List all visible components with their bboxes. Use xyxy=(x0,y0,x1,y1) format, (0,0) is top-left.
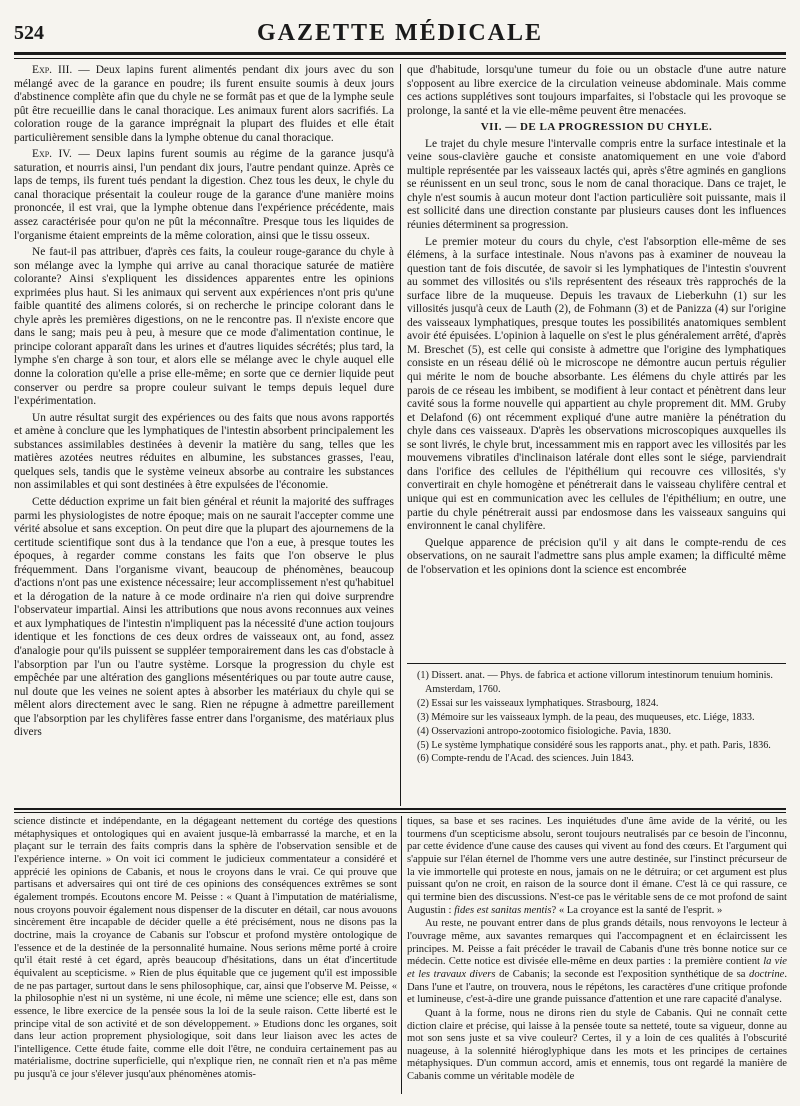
paragraph xyxy=(14,148,394,243)
paragraph-text: ? « La croyance est la santé de l'esprit. » xyxy=(551,904,723,916)
italic-title: la vie et les travaux divers xyxy=(407,956,787,980)
paragraph-text: Au reste, ne pouvant entrer dans de plus grands détails, nous renvoyons le lecteur à l'ouvrage même, aux savantes remarques qui l'accompagnent et en éclaircissent les principes. M. Peisse a fait précéder le travail de Cabanis d'une très bonne notice sur ce médecin. Cette notice est divisée elle-même en deux parties : la première contient xyxy=(407,918,787,968)
header-rule xyxy=(14,52,786,55)
paragraph: Quelque apparence de précision qu'il y ait dans le compte-rendu de ces observations, on ne saurait l'admettre sans plus ample examen; la difficulté même de l'observation et les opinions dont la science est encombrée xyxy=(407,536,786,576)
paragraph: Cette déduction exprime un fait bien général et réunit la majorité des suffrages parmi les physiologistes de notre époque; mais on ne saurait l'accepter comme une vérité absolue et sans exception. On peut dire que la plupart des ajournemens de la certitude scientifique sont dus à la tendance que l'on a eue, à presque toutes les époques, à regarder comme constans les faits que l'on observe le plus fréquemment. Dans l'organisme vivant, beaucoup de phénomènes, beaucoup d'actions n'ont pas une existence nécessaire; leur accomplissement n'est qu'habituel et la dérogation de la nature à ce mode ordinaire n'a rien qui doive surprendre l'observateur impartial. Ainsi les attributions que nous avons reconnues aux veines et aux lymphatiques de l'intestin n'impliquent pas la nécessité d'une action toujours identique et les fonctions de ces deux ordres de vaisseaux ont, au fond, assez d'analogie pour qu'ils puissent se suppléer temporairement dans les cas d'obstacle à l'absorption par l'un ou l'autre système. Lorsque la progression du chyle est empêchée par une altération des ganglions mésentériques ou par toute autre cause, nul doute que les veines ne soient aptes à absorber les matériaux du chyle qui se mêlent alors directement avec le sang. Rien ne répugne à admettre pareillement que l'absorption par les chylifères fasse entrer dans l'organisme, des matériaux plus divers xyxy=(14,495,394,739)
feuilleton-column-left xyxy=(14,816,397,1094)
latin-quote: fides est sanitas mentis xyxy=(454,904,552,916)
feuilleton-rule-thin xyxy=(14,812,786,813)
experiment-label: Exp. III. xyxy=(32,64,73,76)
paragraph: Le premier moteur du cours du chyle, c'est l'absorption elle-même de ses élémens, à la surface intestinale. Nous n'avons pas à examiner de nouveau la question tant de fois discutée, de savoir si les lymphatiques de l'intestin s'ouvrent au sommet des villosités ou s'ils représentent des réseaux très rapprochés de la surface libre de la muqueuse. Depuis les travaux de Lieberkuhn (1) sur les villosités jusqu'à ceux de Lauth (2), de Fohmann (3) et de Panizza (4) sur l'origine des vaisseaux lymphatiques, presque toutes les possibilités anatomiques semblent avoir été épuisées. L'opinion à laquelle on s'est le plus généralement arrêté, d'après M. Breschet (5), est celle qui consiste à admettre que l'origine des lymphatiques consiste en un réseau délié où le microscope ne démontre aucun pertuis régulier qui mérite le nom de bouche absorbante. Les élémens du chyle attirés par les parois de ce réseau les imbibent, se modifient à leur contact et pénètrent dans leur cavité sous la forme nouvelle qui appartient au chyle proprement dit. MM. Gruby et Delafond (6) ont récemment expliqué d'une autre manière la pénétration du chyle dans ces vaisseaux. D'après les observations microscopiques auxquelles ils se sont livrés, le chyle brut, incessamment mis en rapport avec les villosités par les mouvemens vibratiles d'inclinaison latérale dont elles sont le siége, parviendrait dans l'orifice des cellules de l'épithélium qui recouvre ces villosités, s'y convertirait en chyle homogène et pénétrerait dans le vaisseau chylifère central et unique qui est en communication avec les cellules de l'épithélium; en outre, une partie du chyle pénétrerait aussi par endosmose dans les vaisseaux sanguins qui environnent le canal chylifère. xyxy=(407,235,786,533)
paragraph: Le trajet du chyle mesure l'intervalle compris entre la surface intestinale et la veine sous-clavière gauche et consiste anatomiquement en une voie d'abord multiple représentée par les vaisseaux lactés qui, après s'être agminés en ganglions se réunissent en un seul tronc, sous le nom de canal thoracique. Dans ce trajet, le chyle n'est soumis à aucun moteur dont l'action particulière soit puissante, mais il est sollicité dans une direction constante par plusieurs causes dont les influences réunies déterminent sa progression. xyxy=(407,137,786,232)
paragraph-text: tiques, sa base et ses racines. Les inquiétudes d'une âme avide de la vérité, ou les tourmens d'un scepticisme absolu, seront toujours neutralisés par ce besoin de l'inconnu, par cette évidence d'une cause des causes qui vivent au fond des cœurs. Et l'argument qui s'appuie sur l'élan éternel de l'homme vers une autre destinée, sur l'instinct précurseur de la vie immortelle qui proteste en nous, jamais on ne le détruira; or cet argument est plus puissant qu'on ne croit, en raison de la source dont il émane. C'est là ce qui rassure, ce qui termine bien des discussions. N'est-ce pas le véritable sens de ce mot profond de saint Augustin : xyxy=(407,816,787,916)
footnote: (6) Compte-rendu de l'Acad. des sciences. Juin 1843. xyxy=(417,753,634,765)
italic-word: doctrine xyxy=(749,968,785,980)
paragraph-text: . Dans l'une et l'autre, on trouvera, nous le répétons, les caractères d'une critique profonde et lumineuse, c'est-à-dire une grande puissance d'attention et une rare capacité d'analyse. xyxy=(407,968,787,1006)
header-rule-thin xyxy=(14,58,786,59)
journal-title: GAZETTE MÉDICALE xyxy=(256,20,544,46)
footnote-rule xyxy=(407,663,786,664)
footnotes xyxy=(407,669,786,804)
paragraph: science distincte et indépendante, en la dégageant nettement du cortége des questions métaphysiques et ontologiques qui en avaient jusque-là embarrassé la marche, et en la plaçant sur le terrain des faits compris dans la sphère de l'observation sensible et de l'expérience interne. » On voit ici comment le judicieux commentateur a considéré et apprécié les opinions de Cabanis, et nous le croyons dans le vrai. Ce qui prouve que partisans et adversaires qui ont tiré de ces opinions des conséquences extrêmes se sont également trompés. Ecoutons encore M. Peisse : « Quant à l'imputation de matérialisme, nous croyons pouvoir également nous dispenser de la discuter en détail, car nous avouons sincèrement être incapable de décider quelle a été précisément, nous ne disons pas la doctrine, mais la croyance de Cabanis sur l'obscur et profond mystère ontologique de l'essence et de la destinée de la personnalité humaine. Nous serions même porté à croire qu'il était resté à cet égard, après beaucoup d'hésitations, dans un état d'incertitude équivalent au scepticisme. » Rien de plus équitable que ce jugement qu'il est impossible de ne pas partager, surtout dans le sens philosophique, car, ainsi que l'observe M. Peisse, « la philosophie n'est ni un système, ni une école, ni même une science; elle est, dans son essence, le libre exercice de la pensée sous la loi de la seule raison. Cette liberté est le principe vital de son activité et de son développement. » Etudions donc les organes, soit dans leur action proprement physiologique, soit dans leur liaison avec les actes de l'intelligence. Cette étude faite, comme elle doit l'être, ne conduira certainement pas au matérialisme, doctrine superficielle, qui n'explique rien, ne connaît rien et n'a pas même pu jusqu'à ce jour s'élever jusqu'aux phénomènes atomis- xyxy=(14,816,397,1081)
column-divider xyxy=(400,64,401,806)
paragraph: que d'habitude, lorsqu'une tumeur du foie ou un obstacle d'une autre nature s'opposent au libre exercice de la circulation veineuse abdominale. Mais comme ces actions supplétives sont toujours imparfaites, si l'obstacle qui les provoque se prolonge, la santé et la vie elle-même peuvent être menacées. xyxy=(407,64,786,117)
paragraph xyxy=(407,816,787,917)
feuilleton-column-right xyxy=(407,816,787,1094)
footnote: (2) Essai sur les vaisseaux lymphatiques. Strasbourg, 1824. xyxy=(417,697,659,709)
paragraph xyxy=(407,918,787,1007)
feuilleton-rule xyxy=(14,808,786,810)
footnote: (5) Le système lymphatique considéré sous les rapports anat., phy. et path. Paris, 1836. xyxy=(417,739,771,751)
page-number: 524 xyxy=(14,22,44,44)
section-title: VII. — DE LA PROGRESSION DU CHYLE. xyxy=(480,121,713,134)
paragraph: Un autre résultat surgit des expériences ou des faits que nous avons rapportés et amène à conclure que les lymphatiques de l'intestin absorbent principalement les substances assimilables destinées à devenir la matière du sang, telles que les matières azotées neutres réduites en albumine, les substances grasses, l'eau, quelques sels, tandis que le système veineux absorbe au contraire les substances non assimilables et qui sont destinées à être expulsées de l'économie. xyxy=(14,411,394,492)
page-header xyxy=(14,20,786,52)
column-right xyxy=(407,64,786,658)
footnote: (1) Dissert. anat. — Phys. de fabrica et actione villorum intestinorum tenuium hominis. Amsterdam, 1760. xyxy=(417,670,773,695)
column-left xyxy=(14,64,394,804)
experiment-label: Exp. IV. xyxy=(32,148,72,161)
footnote: (3) Mémoire sur les vaisseaux lymph. de la peau, des muqueuses, etc. Liége, 1833. xyxy=(417,711,755,723)
feuilleton-divider xyxy=(401,816,402,1094)
paragraph xyxy=(14,64,394,145)
paragraph-text: — Deux lapins furent alimentés pendant dix jours avec du son mélangé avec de la garance en poudre; ils furent ensuite soumis à deux jours d'abstinence complète afin que du chyle ne se formât pas et que de la lymphe seule pût être recueillie dans le canal thoracique. Les animaux furent alors sacrifiés. La coloration rouge de la garance imprégnait la plupart des fluides et elle était particulièrement sensible dans la lymphe obtenue du canal thoracique. xyxy=(14,64,394,144)
paragraph: Ne faut-il pas attribuer, d'après ces faits, la couleur rouge-garance du chyle à son mélange avec la lymphe qui arrive au canal thoracique saturée de matière colorante? Ainsi s'expliquent les dissidences apparentes entre les opinions exprimées plus haut. Si les animaux qui servent aux expériences n'ont pris qu'une faible quantité des alimens colorés, si on recherche le principe colorant dans le chyle après les premières digestions, on ne le rencontre pas. Il n'existe encore que dans le sang; mais peu à peu, à mesure que ce mode d'alimentation continue, le principe colorant apparaît dans les urines et d'autres liquides sécrétés; plus tard, la lymphe s'en charge à son tour, et alors elle se mélange avec le chyle auquel elle donne la coloration qu'elle a prise elle-même; en sorte que ce dernier liquide peut conserver ou perdre sa propre couleur suivant le temps depuis lequel dure l'expérimentation. xyxy=(14,246,394,408)
footnote: (4) Osservazioni antropo-zootomico fisiologiche. Pavia, 1830. xyxy=(417,725,672,737)
paragraph: Quant à la forme, nous ne dirons rien du style de Cabanis. Qui ne connaît cette diction claire et précise, qui laisse à la pensée toute sa netteté, toute sa vigueur, donne au mot son sens juste et sa vive couleur? Certes, il y a loin de ces qualités à l'obscurité nuageuse, à la solennité hiéroglyphique dans les mots et les principes de certaines métaphysiques. D'un commun accord, amis et ennemis, tous ont regardé la manière de Cabanis comme un véritable modèle de xyxy=(407,1007,787,1083)
paragraph-text: de Cabanis; la seconde est l'exposition synthétique de sa xyxy=(495,968,750,980)
paragraph-text: — Deux lapins furent soumis au régime de la garance jusqu'à saturation, et nourris ainsi, l'un pendant dix jours, l'autre pendant quinze. Après ce laps de temps, ils furent tués pendant la digestion. Chez tous les deux, le chyle du canal thoracique présentait la couleur rouge de la garance d'une manière moins prononcée, il est vrai, que la lymphe obtenue dans l'expérience précédente, mais assez caractérisée pour qu'on ne pût la méconnaître. Presque tous les liquides de l'organisme étaient empreints de la même coloration, ainsi que le tissu osseux. xyxy=(14,148,394,242)
